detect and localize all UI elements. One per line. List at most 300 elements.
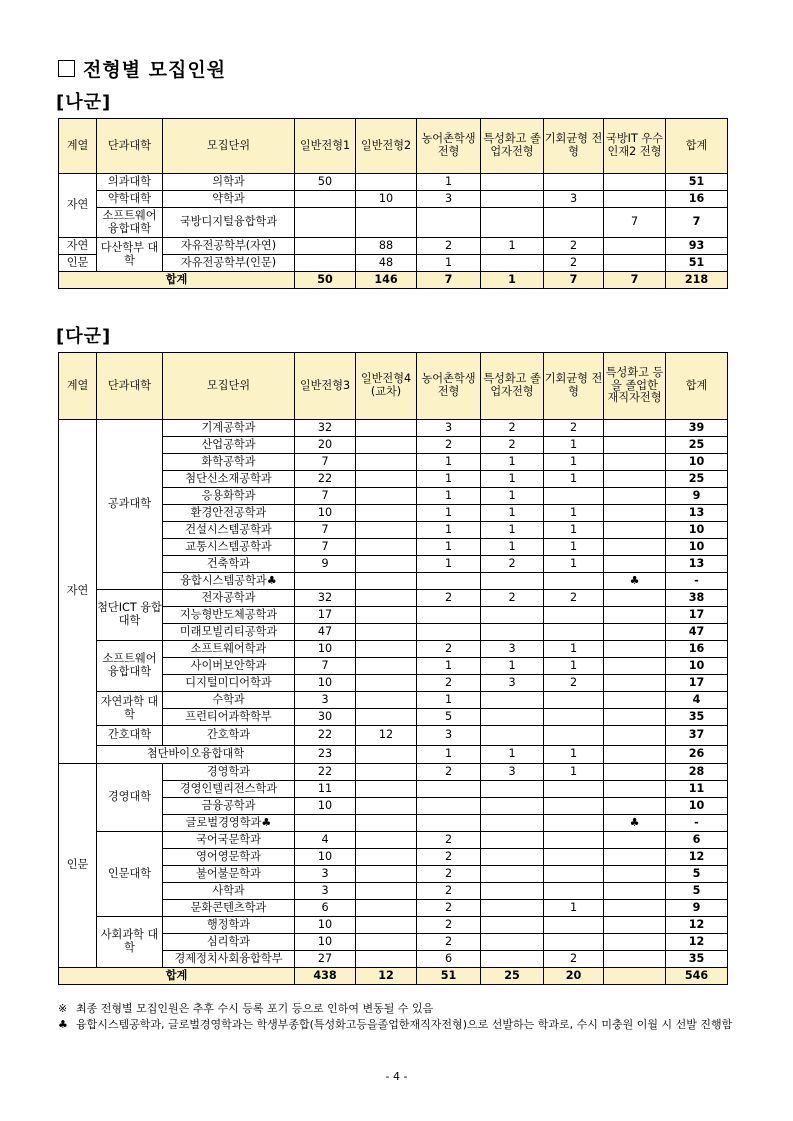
unit-cell: 경제정치사회융합학부	[163, 951, 295, 968]
table-cell	[356, 590, 417, 607]
table-cell	[481, 883, 544, 900]
table-cell	[604, 917, 666, 934]
table-cell	[604, 238, 666, 255]
footnote-2	[58, 1017, 748, 1033]
table-cell: 6	[666, 832, 728, 849]
unit-cell: 프런티어과학학부	[163, 709, 295, 726]
unit-cell: 미래모빌리티공학과	[163, 624, 295, 641]
group-cell: 자연	[59, 238, 97, 255]
table-cell	[604, 522, 666, 539]
table-cell	[481, 900, 544, 917]
column-header: 합계	[666, 119, 728, 174]
table-cell: 1	[481, 658, 544, 675]
table-cell: 3	[295, 866, 356, 883]
table-cell: 38	[666, 590, 728, 607]
table-cell	[544, 692, 604, 709]
table-cell: 7	[604, 208, 666, 238]
column-header: 국방IT 우수인재2 전형	[604, 119, 666, 174]
table-cell	[295, 573, 356, 590]
table-cell	[417, 815, 481, 832]
sum-row	[59, 968, 728, 985]
table-cell: 1	[481, 746, 544, 764]
table-cell: 32	[295, 590, 356, 607]
table-cell: 1	[544, 471, 604, 488]
table-cell: 2	[417, 675, 481, 692]
table-cell	[544, 815, 604, 832]
table-cell	[481, 726, 544, 746]
table-row	[59, 917, 728, 934]
table-cell	[417, 573, 481, 590]
table-cell: 2	[481, 437, 544, 454]
table-cell: 2	[417, 641, 481, 658]
group-cell: 자연	[59, 420, 97, 764]
unit-cell: 지능형반도체공학과	[163, 607, 295, 624]
da-group-table	[58, 352, 728, 985]
footnote-1	[58, 1001, 748, 1017]
table-cell: 3	[417, 420, 481, 437]
table-cell: 5	[666, 866, 728, 883]
table-cell	[604, 420, 666, 437]
table-cell: 20	[544, 968, 604, 985]
college-cell: 자연과학 대학	[97, 692, 163, 726]
unit-cell: 심리학과	[163, 934, 295, 951]
table-cell: 5	[666, 883, 728, 900]
unit-cell: 사학과	[163, 883, 295, 900]
table-cell: 10	[295, 849, 356, 866]
unit-cell: 국어국문학과	[163, 832, 295, 849]
table-cell: 25	[666, 471, 728, 488]
column-header: 모집단위	[163, 119, 295, 174]
unit-cell: 응용화학과	[163, 488, 295, 505]
table-cell	[544, 174, 604, 191]
table-cell: 2	[417, 764, 481, 781]
table-cell: 2	[417, 849, 481, 866]
table-row	[59, 641, 728, 658]
table-cell: 7	[295, 522, 356, 539]
table-cell: 25	[666, 437, 728, 454]
table-cell: 27	[295, 951, 356, 968]
section-label-da: [다군]	[56, 326, 112, 347]
table-cell	[356, 746, 417, 764]
table-cell: 3	[295, 692, 356, 709]
table-cell	[544, 866, 604, 883]
table-cell: 2	[544, 255, 604, 272]
table-cell: 23	[295, 746, 356, 764]
table-cell	[604, 951, 666, 968]
column-header: 특성화고 졸업자전형	[481, 119, 544, 174]
table-cell: 1	[544, 522, 604, 539]
table-cell: ♣	[604, 815, 666, 832]
section-label-na: [나군]	[56, 92, 112, 113]
table-cell	[544, 832, 604, 849]
table-cell	[481, 951, 544, 968]
table-cell: 11	[295, 781, 356, 798]
table-cell: 7	[295, 539, 356, 556]
table-cell: 51	[666, 174, 728, 191]
table-cell: 546	[666, 968, 728, 985]
table-cell	[481, 798, 544, 815]
table-cell	[544, 781, 604, 798]
table-cell: 1	[481, 505, 544, 522]
column-header: 기회균형 전형	[544, 353, 604, 420]
table-cell	[604, 471, 666, 488]
club-mark-icon: ♣	[58, 1017, 68, 1031]
table-cell: 17	[666, 607, 728, 624]
table-cell	[481, 191, 544, 208]
table-cell: 47	[666, 624, 728, 641]
unit-cell: 환경안전공학과	[163, 505, 295, 522]
table-cell	[481, 174, 544, 191]
unit-cell: 국방디지털융합학과	[163, 208, 295, 238]
table-cell	[604, 641, 666, 658]
reference-mark-icon: ※	[58, 1002, 68, 1015]
table-cell	[417, 607, 481, 624]
college-cell: 사회과학 대학	[97, 917, 163, 968]
column-header: 기회균형 전형	[544, 119, 604, 174]
table-cell: 7	[666, 208, 728, 238]
table-cell: 7	[417, 272, 481, 289]
table-cell	[604, 709, 666, 726]
table-cell	[604, 883, 666, 900]
college-cell: 소프트웨어 융합대학	[97, 208, 163, 238]
table-cell	[544, 798, 604, 815]
table-cell: 3	[481, 675, 544, 692]
table-cell: 12	[666, 849, 728, 866]
table-cell	[604, 607, 666, 624]
table-cell	[481, 208, 544, 238]
table-cell: 28	[666, 764, 728, 781]
footnote-text: 최종 전형별 모집인원은 추후 수시 등록 포기 등으로 인하여 변동될 수 있음	[76, 1002, 434, 1015]
table-cell: 1	[417, 522, 481, 539]
college-cell: 첨단바이오융합대학	[97, 746, 295, 764]
table-cell: 1	[417, 255, 481, 272]
table-cell: 12	[356, 968, 417, 985]
table-cell: 2	[417, 883, 481, 900]
table-cell: 9	[666, 488, 728, 505]
unit-cell: 약학과	[163, 191, 295, 208]
table-cell	[604, 556, 666, 573]
table-cell: 2	[544, 238, 604, 255]
table-cell: 2	[417, 866, 481, 883]
column-header: 계열	[59, 119, 97, 174]
table-cell	[544, 624, 604, 641]
table-cell	[604, 590, 666, 607]
unit-cell: 자유전공학부(인문)	[163, 255, 295, 272]
table-cell: 1	[417, 539, 481, 556]
table-cell: 2	[417, 238, 481, 255]
unit-cell: 금융공학과	[163, 798, 295, 815]
table-cell	[356, 764, 417, 781]
table-cell	[356, 208, 417, 238]
unit-cell: 디지털미디어학과	[163, 675, 295, 692]
unit-cell: 영어영문학과	[163, 849, 295, 866]
table-cell: 2	[544, 420, 604, 437]
table-cell	[481, 815, 544, 832]
sum-label: 합계	[59, 968, 295, 985]
table-cell: 1	[481, 471, 544, 488]
table-cell	[356, 539, 417, 556]
column-header: 일반전형1	[295, 119, 356, 174]
table-cell: 13	[666, 556, 728, 573]
table-cell: 25	[481, 968, 544, 985]
table-cell	[604, 781, 666, 798]
table-cell	[544, 573, 604, 590]
table-cell: 1	[417, 746, 481, 764]
table-cell: 146	[356, 272, 417, 289]
column-header: 일반전형4 (교차)	[356, 353, 417, 420]
table-cell: 50	[295, 174, 356, 191]
table-cell: 7	[295, 658, 356, 675]
table-cell	[604, 849, 666, 866]
unit-cell: 자유전공학부(자연)	[163, 238, 295, 255]
college-cell: 인문대학	[97, 832, 163, 917]
table-cell: 22	[295, 764, 356, 781]
table-cell: 10	[295, 505, 356, 522]
college-cell: 의과대학	[97, 174, 163, 191]
table-cell: 35	[666, 709, 728, 726]
table-cell	[417, 208, 481, 238]
table-cell: 10	[666, 539, 728, 556]
table-cell: 22	[295, 471, 356, 488]
table-cell	[481, 607, 544, 624]
table-cell	[481, 255, 544, 272]
table-cell	[356, 556, 417, 573]
table-cell: 10	[295, 798, 356, 815]
table-cell	[356, 849, 417, 866]
table-cell: 12	[356, 726, 417, 746]
table-cell	[356, 641, 417, 658]
table-cell: 2	[544, 590, 604, 607]
table-cell	[295, 815, 356, 832]
table-cell: 50	[295, 272, 356, 289]
table-cell	[356, 573, 417, 590]
table-cell	[544, 208, 604, 238]
table-cell	[544, 849, 604, 866]
table-row	[59, 208, 728, 238]
table-cell	[295, 191, 356, 208]
unit-cell: 융합시스템공학과♣	[163, 573, 295, 590]
table-cell: 7	[295, 488, 356, 505]
table-cell	[604, 968, 666, 985]
table-cell: 2	[417, 900, 481, 917]
unit-cell: 글로벌경영학과♣	[163, 815, 295, 832]
table-cell: 438	[295, 968, 356, 985]
na-group-table	[58, 118, 728, 289]
table-cell: 88	[356, 238, 417, 255]
table-cell	[356, 883, 417, 900]
table-cell: 48	[356, 255, 417, 272]
table-cell: 2	[417, 590, 481, 607]
table-cell	[356, 781, 417, 798]
table-cell: 1	[481, 539, 544, 556]
column-header: 농어촌학생 전형	[417, 353, 481, 420]
table-cell: 4	[295, 832, 356, 849]
table-cell: 2	[417, 832, 481, 849]
table-cell	[417, 781, 481, 798]
table-cell	[604, 764, 666, 781]
table-cell	[417, 798, 481, 815]
table-cell: 10	[666, 522, 728, 539]
table-cell	[356, 454, 417, 471]
column-header: 특성화고 졸업자전형	[481, 353, 544, 420]
column-header: 합계	[666, 353, 728, 420]
table-cell	[604, 934, 666, 951]
table-cell: 9	[666, 900, 728, 917]
table-cell: 3	[481, 764, 544, 781]
unit-cell: 산업공학과	[163, 437, 295, 454]
table-cell: 10	[295, 917, 356, 934]
table-cell: 17	[666, 675, 728, 692]
table-cell	[356, 624, 417, 641]
table-cell	[604, 255, 666, 272]
table-cell: 47	[295, 624, 356, 641]
table-cell	[481, 624, 544, 641]
table-cell	[295, 238, 356, 255]
table-cell: 51	[666, 255, 728, 272]
unit-cell: 불어불문학과	[163, 866, 295, 883]
table-cell: 1	[544, 658, 604, 675]
table-cell: 1	[544, 556, 604, 573]
unit-cell: 건축학과	[163, 556, 295, 573]
table-cell: 2	[544, 951, 604, 968]
table-cell	[356, 866, 417, 883]
table-cell: 10	[295, 641, 356, 658]
table-cell	[604, 692, 666, 709]
table-cell	[356, 934, 417, 951]
column-header: 모집단위	[163, 353, 295, 420]
column-header: 계열	[59, 353, 97, 420]
table-cell	[356, 488, 417, 505]
table-cell: 1	[417, 505, 481, 522]
unit-cell: 첨단신소재공학과	[163, 471, 295, 488]
table-cell: 30	[295, 709, 356, 726]
table-cell: 7	[604, 272, 666, 289]
table-cell	[356, 832, 417, 849]
footnote-text: 융합시스템공학과, 글로벌경영학과는 학생부종합(특성화고등을졸업한재직자전형)으로 선발하는 학과로, 수시 미충원 이월 시 선발 진행함	[76, 1017, 733, 1031]
table-cell: 1	[417, 692, 481, 709]
table-cell	[356, 900, 417, 917]
table-cell: 1	[417, 174, 481, 191]
table-row	[59, 764, 728, 781]
table-cell	[481, 849, 544, 866]
table-cell: 32	[295, 420, 356, 437]
table-cell: 2	[481, 590, 544, 607]
table-row	[59, 238, 728, 255]
table-cell	[356, 522, 417, 539]
column-header: 특성화고 등을 졸업한 재직자전형	[604, 353, 666, 420]
table-cell	[295, 255, 356, 272]
table-cell	[356, 692, 417, 709]
table-cell	[481, 573, 544, 590]
unit-cell: 건설시스템공학과	[163, 522, 295, 539]
table-cell	[544, 726, 604, 746]
table-cell: 12	[666, 917, 728, 934]
table-cell	[356, 815, 417, 832]
table-cell	[481, 692, 544, 709]
table-cell: 3	[295, 883, 356, 900]
table-cell: 1	[544, 900, 604, 917]
table-cell	[604, 900, 666, 917]
column-header: 단과대학	[97, 353, 163, 420]
table-cell: 10	[295, 675, 356, 692]
table-cell: 6	[417, 951, 481, 968]
column-header: 일반전형3	[295, 353, 356, 420]
unit-cell: 사이버보안학과	[163, 658, 295, 675]
table-cell: 1	[544, 764, 604, 781]
table-header-row	[59, 353, 728, 420]
column-header: 단과대학	[97, 119, 163, 174]
table-cell: 5	[417, 709, 481, 726]
table-cell	[604, 539, 666, 556]
table-cell: 39	[666, 420, 728, 437]
table-cell	[604, 675, 666, 692]
checkbox-square-icon	[58, 60, 75, 77]
table-cell: 11	[666, 781, 728, 798]
table-cell	[481, 832, 544, 849]
table-cell: 7	[295, 454, 356, 471]
table-cell: 6	[295, 900, 356, 917]
table-cell: 37	[666, 726, 728, 746]
table-cell	[356, 709, 417, 726]
table-cell: 9	[295, 556, 356, 573]
table-cell	[544, 934, 604, 951]
table-row	[59, 174, 728, 191]
table-cell	[481, 709, 544, 726]
table-cell	[356, 607, 417, 624]
table-cell: 3	[417, 191, 481, 208]
table-cell: 1	[544, 746, 604, 764]
table-cell	[356, 505, 417, 522]
table-cell	[481, 781, 544, 798]
unit-cell: 소프트웨어학과	[163, 641, 295, 658]
table-cell	[356, 658, 417, 675]
table-cell: 51	[417, 968, 481, 985]
unit-cell: 경영인텔리전스학과	[163, 781, 295, 798]
unit-cell: 수학과	[163, 692, 295, 709]
table-cell: 12	[666, 934, 728, 951]
table-cell	[604, 624, 666, 641]
table-cell: 2	[481, 420, 544, 437]
table-cell: 1	[417, 454, 481, 471]
table-cell	[604, 437, 666, 454]
college-cell: 약학대학	[97, 191, 163, 208]
table-cell	[604, 505, 666, 522]
unit-cell: 화학공학과	[163, 454, 295, 471]
table-cell: 1	[544, 641, 604, 658]
table-cell	[417, 624, 481, 641]
table-cell	[356, 798, 417, 815]
table-row	[59, 191, 728, 208]
page-number: - 4 -	[385, 1070, 408, 1083]
table-cell	[481, 934, 544, 951]
table-cell: 16	[666, 191, 728, 208]
table-cell: 1	[544, 454, 604, 471]
table-cell: 2	[544, 675, 604, 692]
table-row	[59, 832, 728, 849]
table-cell	[604, 658, 666, 675]
table-cell: 1	[417, 658, 481, 675]
column-header: 일반전형2	[356, 119, 417, 174]
table-cell: -	[666, 573, 728, 590]
table-cell: 16	[666, 641, 728, 658]
table-cell: 10	[356, 191, 417, 208]
group-cell: 자연	[59, 174, 97, 238]
sum-label: 합계	[59, 272, 295, 289]
table-cell	[604, 798, 666, 815]
table-cell	[604, 726, 666, 746]
table-cell	[481, 917, 544, 934]
table-cell	[544, 917, 604, 934]
